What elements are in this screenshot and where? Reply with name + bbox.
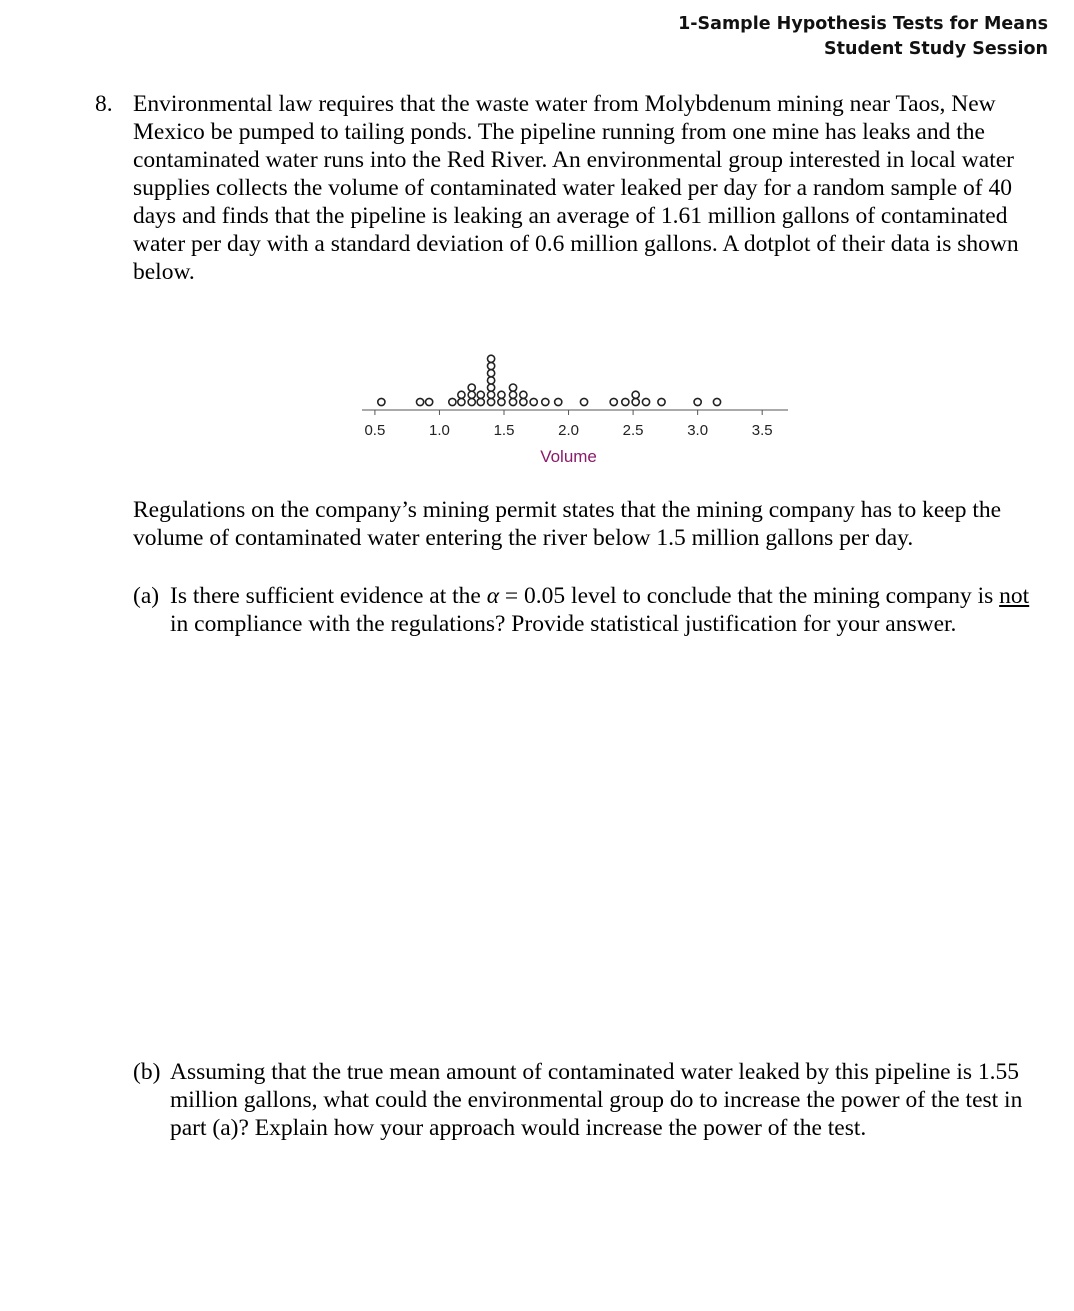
dotplot-svg	[350, 318, 800, 478]
data-dot	[530, 398, 537, 405]
data-dot	[449, 398, 456, 405]
data-dot	[416, 398, 423, 405]
part-a-underlined-not: not	[999, 583, 1030, 609]
x-tick-label: 2.5	[622, 422, 644, 439]
data-dot	[509, 391, 516, 398]
data-dot	[658, 398, 665, 405]
header-subtitle: Student Study Session	[824, 39, 1048, 59]
data-dot	[487, 355, 494, 362]
data-dot	[509, 384, 516, 391]
data-dot	[487, 391, 494, 398]
data-dot	[509, 398, 516, 405]
data-dot	[487, 384, 494, 391]
data-dot	[426, 398, 433, 405]
page-header	[678, 12, 1048, 62]
data-dot	[622, 398, 629, 405]
question-text: Environmental law requires that the waste water from Molybdenum mining near Taos, New Mexico be pumped to tailing ponds. The pipeline running from one mine has leaks and the contaminated water runs into the Red River. An environmental group interested in local water supplies collects the volume of contaminated water leaked per day for a random sample of 40 days and finds that the pipeline is leaking an average of 1.61 million gallons of contaminated water per day with a standard deviation of 0.6 million gallons. A dotplot of their data is shown below.	[133, 91, 1019, 285]
data-dot	[498, 398, 505, 405]
data-dot	[378, 398, 385, 405]
data-dot	[458, 398, 465, 405]
x-tick-label: 3.0	[687, 422, 709, 439]
x-tick-label: 0.5	[364, 422, 386, 439]
data-dot	[555, 398, 562, 405]
data-dot	[642, 398, 649, 405]
part-a-text	[170, 582, 1050, 638]
x-tick-label: 2.0	[558, 422, 579, 439]
x-tick-label: 1.0	[429, 422, 450, 439]
data-dot	[713, 398, 720, 405]
part-a-rest: in compliance with the regulations? Provide statistical justification for your answer.	[170, 611, 957, 637]
data-dot	[520, 391, 527, 398]
question-number: 8.	[95, 91, 113, 117]
data-dot	[468, 398, 475, 405]
data-dot	[477, 398, 484, 405]
data-dot	[487, 377, 494, 384]
part-b-text: Assuming that the true mean amount of contaminated water leaked by this pipeline is 1.55 million gallons, what could the environmental group do to increase the power of the test in part (a)? Explain how your approach would increase the power of the test.	[170, 1059, 1023, 1141]
data-dot	[487, 362, 494, 369]
data-dot	[487, 370, 494, 377]
data-dot	[468, 391, 475, 398]
data-dot	[458, 391, 465, 398]
part-b-label: (b)	[133, 1059, 161, 1085]
alpha-symbol: α	[486, 583, 500, 609]
data-dot	[477, 391, 484, 398]
data-dot	[487, 398, 494, 405]
data-dot	[580, 398, 587, 405]
volume-dotplot	[350, 318, 800, 478]
header-title: 1-Sample Hypothesis Tests for Means	[678, 14, 1048, 34]
x-axis-label: Volume	[540, 447, 597, 466]
x-tick-label: 3.5	[751, 422, 773, 439]
data-dot	[468, 384, 475, 391]
data-dot	[632, 398, 639, 405]
part-a-before-alpha: Is there sufficient evidence at the	[170, 583, 481, 609]
data-dot	[694, 398, 701, 405]
x-axis-ticks	[364, 410, 772, 439]
data-dot	[542, 398, 549, 405]
part-a-after-alpha: = 0.05 level to conclude that the mining company is	[504, 583, 994, 609]
part-a-label: (a)	[133, 583, 160, 609]
data-dot	[498, 391, 505, 398]
data-dot	[520, 398, 527, 405]
regulations-paragraph: Regulations on the company’s mining permit states that the mining company has to keep the volume of contaminated water entering the river below 1.5 million gallons per day.	[133, 497, 1002, 551]
data-dot	[632, 391, 639, 398]
data-dot	[610, 398, 617, 405]
dotplot-dots	[378, 355, 721, 405]
x-tick-label: 1.5	[493, 422, 515, 439]
